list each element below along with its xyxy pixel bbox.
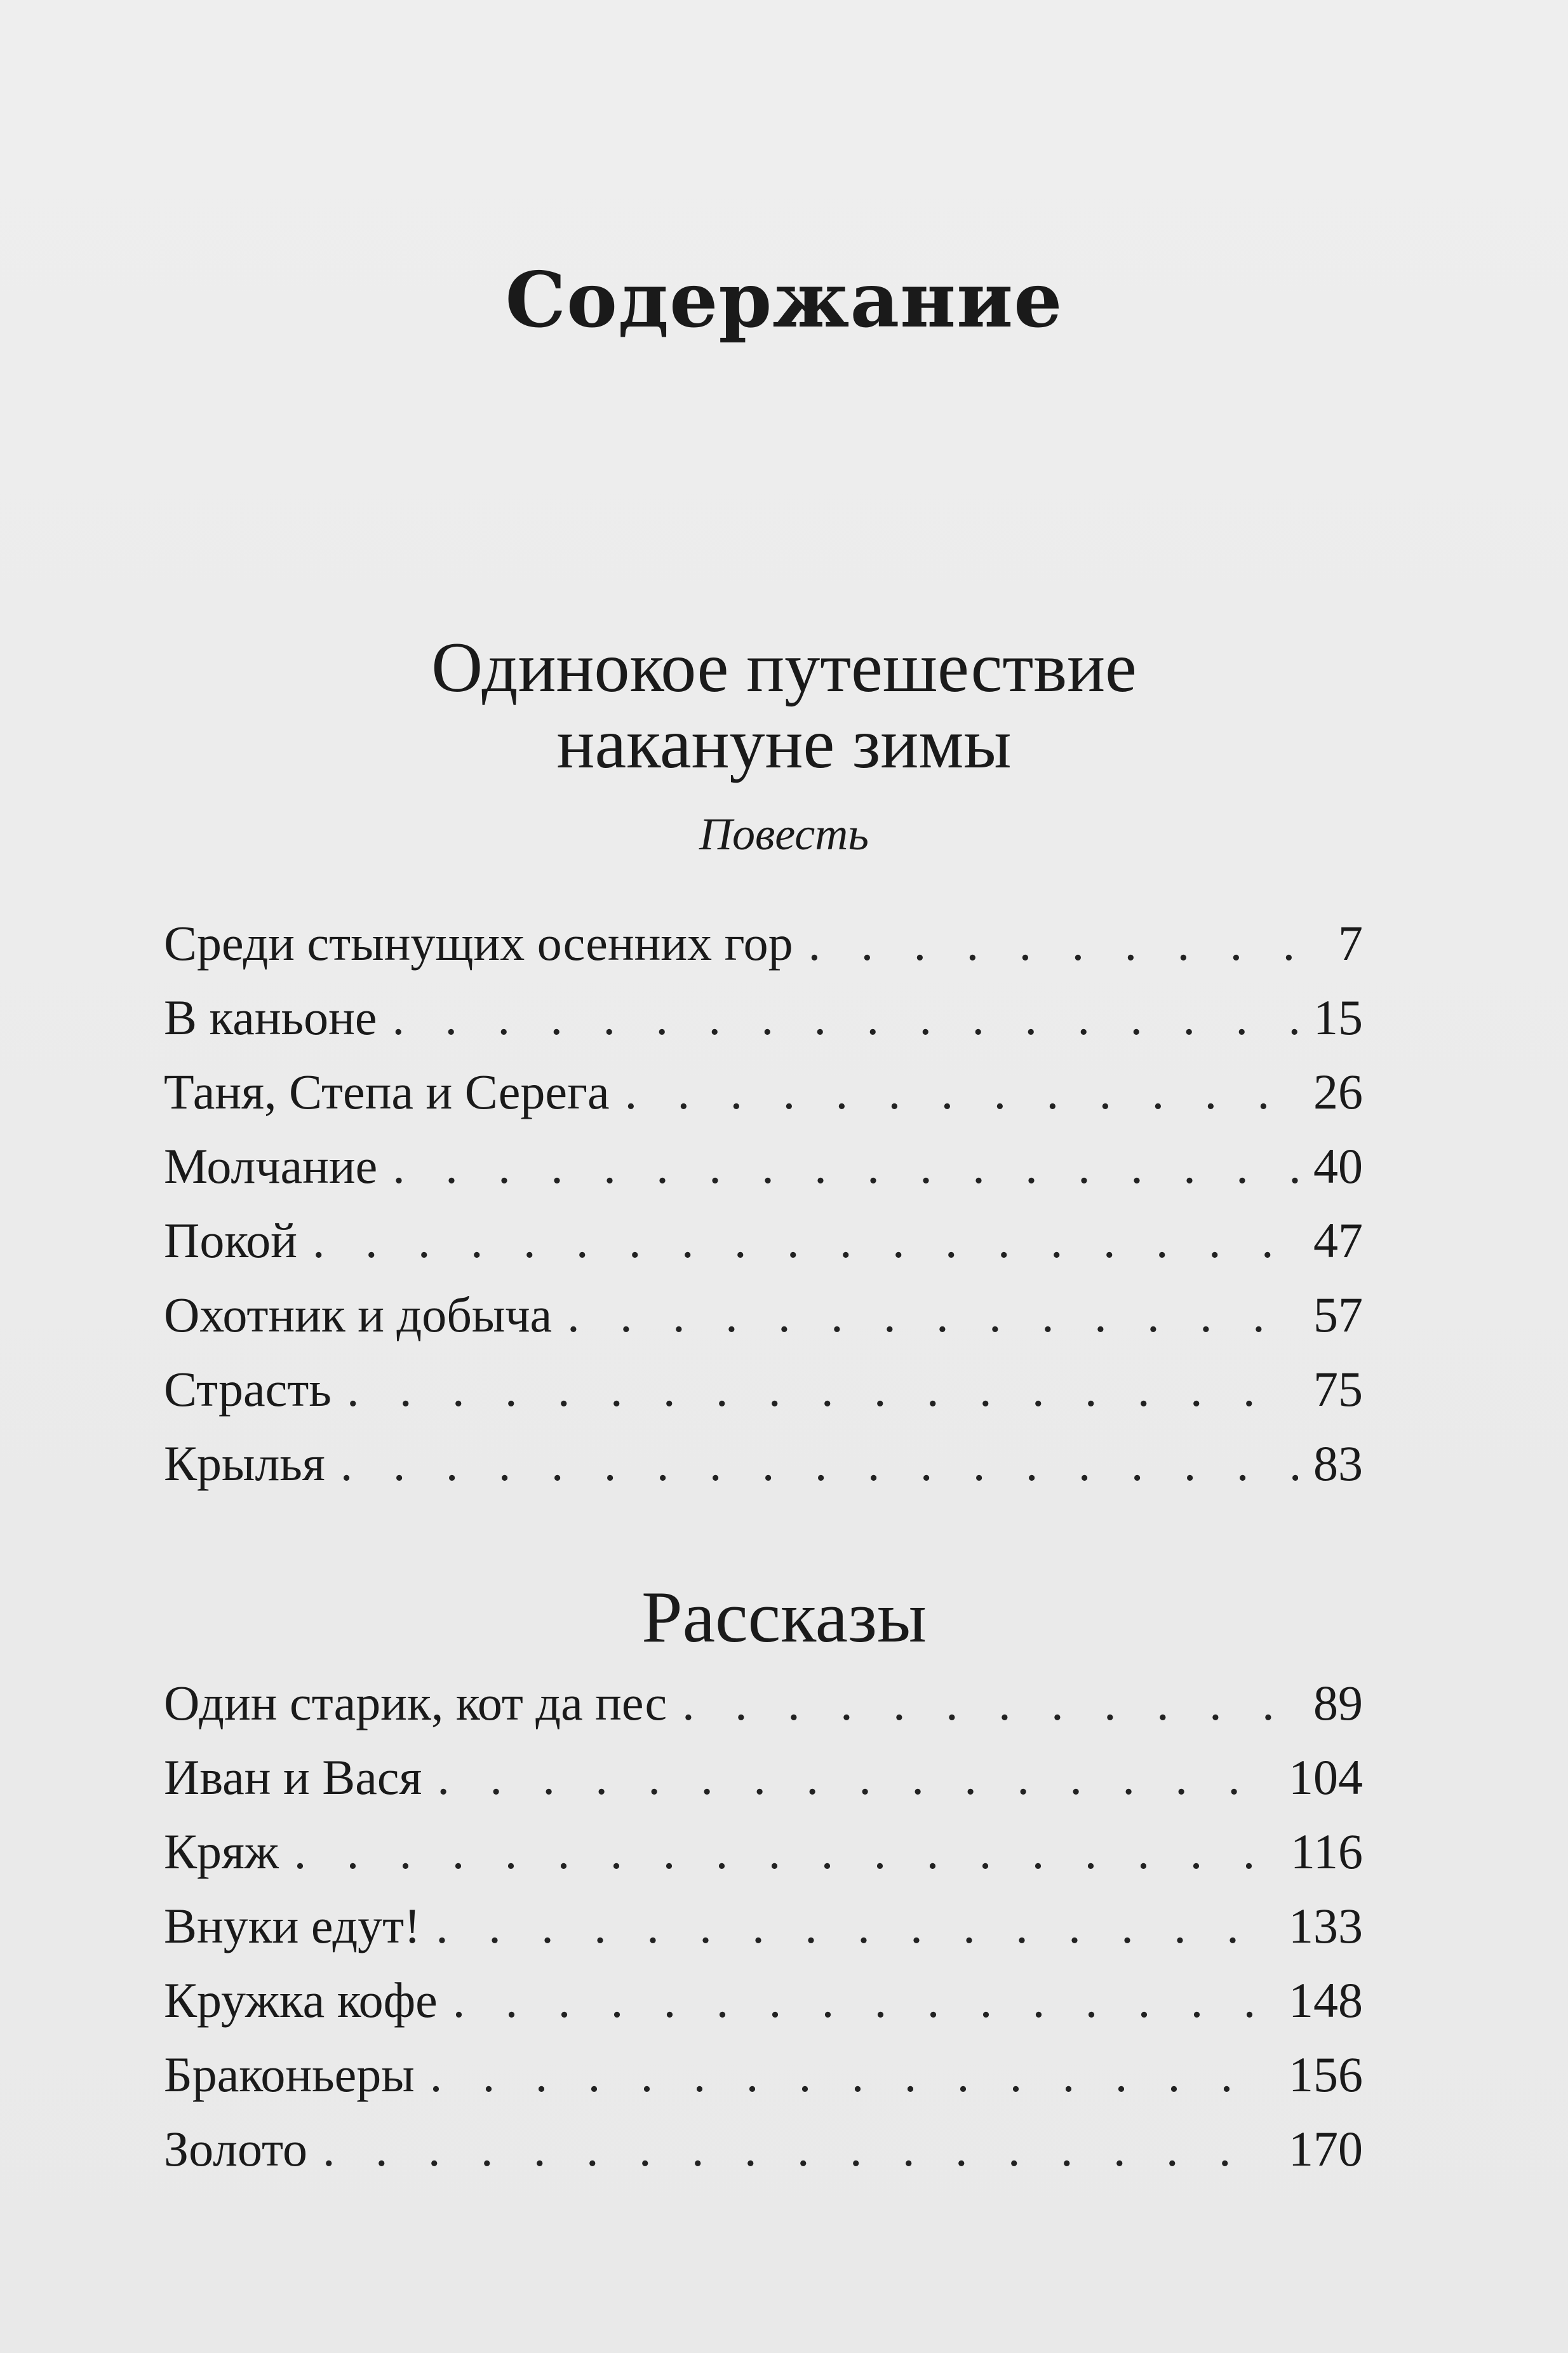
toc-entry [164, 1823, 1363, 1898]
page-heading: Содержание [505, 255, 1063, 345]
toc-entry-title: Кружка кофе [164, 1972, 438, 2028]
toc-entry-page: 116 [1290, 1824, 1363, 1879]
toc-entry [164, 1138, 1363, 1212]
toc-entry-title: Охотник и добыча [164, 1287, 553, 1342]
toc-entry-title: Страсть [164, 1361, 332, 1417]
story-genre: Повесть [699, 809, 869, 860]
toc-entry [164, 1898, 1363, 1972]
toc-entry-page: 156 [1289, 2047, 1363, 2102]
dot-leader [392, 1138, 1298, 1195]
toc-entry-page: 75 [1313, 1361, 1363, 1417]
toc-entry-page: 104 [1289, 1750, 1363, 1805]
dot-leader [437, 1749, 1273, 1806]
toc-entry-title: Золото [164, 2121, 308, 2176]
toc-entry [164, 1361, 1363, 1435]
toc-entry [164, 989, 1363, 1063]
toc-entry-title: Покой [164, 1213, 298, 1268]
dot-leader [436, 1898, 1273, 1955]
dot-leader [294, 1823, 1275, 1880]
toc-entry-page: 57 [1313, 1287, 1363, 1342]
dot-leader [453, 1972, 1273, 2029]
toc-entry-page: 148 [1289, 1972, 1363, 2028]
toc-entry [164, 1972, 1363, 2046]
toc-entry [164, 2046, 1363, 2120]
toc-entry-page: 7 [1338, 915, 1363, 971]
dot-leader [347, 1361, 1298, 1418]
dot-leader [625, 1063, 1298, 1121]
dot-leader [567, 1286, 1298, 1344]
toc-entry [164, 1212, 1363, 1286]
toc-entry-title: Иван и Вася [164, 1750, 422, 1805]
dot-leader [682, 1675, 1298, 1732]
toc-entry-page: 40 [1313, 1138, 1363, 1194]
toc-entry-title: Крылья [164, 1436, 325, 1491]
toc-entry [164, 1749, 1363, 1823]
toc-entry [164, 1435, 1363, 1509]
dot-leader [312, 1212, 1298, 1269]
toc-entry-page: 47 [1313, 1213, 1363, 1268]
dot-leader [340, 1435, 1298, 1492]
toc-entry-page: 15 [1313, 990, 1363, 1045]
toc-entry [164, 2120, 1363, 2195]
toc-entry-page: 83 [1313, 1436, 1363, 1491]
dot-leader [392, 989, 1298, 1046]
toc-entry [164, 1063, 1363, 1138]
toc-entry-title: Молчание [164, 1138, 378, 1194]
dot-leader [430, 2046, 1273, 2103]
story-title-line-2: накануне зимы [556, 705, 1012, 783]
dot-leader [808, 915, 1310, 972]
dot-leader [323, 2120, 1273, 2178]
toc-entry-title: Внуки едут! [164, 1898, 421, 1953]
toc-entry-title: Таня, Степа и Серега [164, 1064, 610, 1119]
toc-entry-title: Браконьеры [164, 2047, 415, 2102]
toc-entry-page: 26 [1313, 1064, 1363, 1119]
toc-entry-title: Кряж [164, 1824, 279, 1879]
toc-entry-title: Один старик, кот да пес [164, 1675, 667, 1730]
toc-list-part1 [164, 915, 1363, 1509]
toc-entry-page: 133 [1289, 1898, 1363, 1953]
story-title-line-1: Одинокое путешествие [431, 628, 1137, 707]
toc-entry-page: 89 [1313, 1675, 1363, 1730]
toc-entry-title: Среди стынущих осенних гор [164, 915, 793, 971]
toc-entry [164, 1675, 1363, 1749]
toc-list-part2 [164, 1675, 1363, 2195]
stories-section-title: Рассказы [641, 1577, 927, 1658]
toc-entry-title: В каньоне [164, 990, 377, 1045]
toc-entry-page: 170 [1289, 2121, 1363, 2176]
toc-entry [164, 1286, 1363, 1361]
toc-entry [164, 915, 1363, 989]
